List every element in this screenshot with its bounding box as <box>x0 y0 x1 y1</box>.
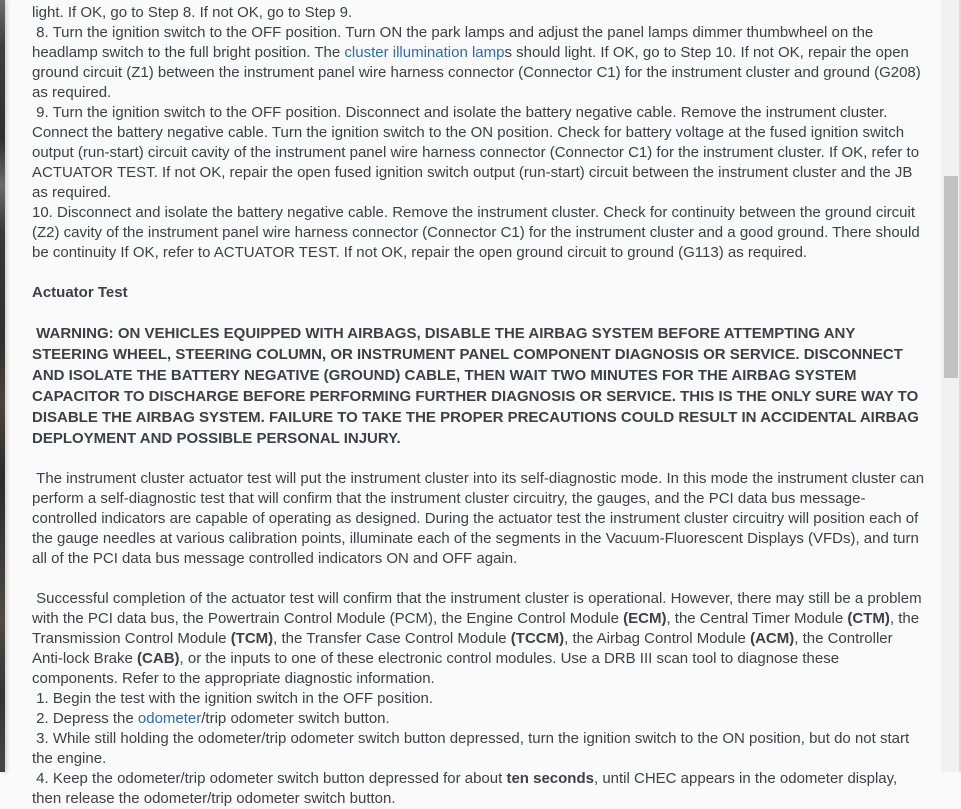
text-run: , the Controller Anti-lock Brake <box>32 630 896 667</box>
bold-text: (CTM) <box>847 610 890 627</box>
list-item <box>32 709 925 729</box>
text-run: 10. Disconnect and isolate the battery negative cable. Remove the instrument cluster. Check for continuity between the ground circuit (Z2) cavity of the instrument panel wire harness connector (Connector C1) for the instrument cluster and a good ground. There should be continuity If OK, refer to ACTUATOR TEST. If not OK, repair the open ground circuit to ground (G113) as required. <box>32 204 924 261</box>
section-heading <box>32 283 925 303</box>
bold-text: ten seconds <box>506 770 594 787</box>
paragraph <box>32 203 925 263</box>
paragraph <box>32 23 925 103</box>
text-run: light. If OK, go to Step 8. If not OK, go to Step 9. <box>32 4 353 21</box>
text-run: 4. Keep the odometer/trip odometer switch button depressed for about <box>32 770 507 787</box>
paragraph <box>32 103 925 203</box>
list-item <box>32 729 925 769</box>
paragraph <box>32 3 925 23</box>
text-run: 8. Turn the ignition switch to the OFF position. Turn ON the park lamps and adjust the panel lamps dimmer thumbwheel on the headlamp switch to the full bright position. The <box>32 24 878 61</box>
vertical-scrollbar[interactable] <box>941 0 961 772</box>
bold-text: (TCM) <box>230 630 274 647</box>
text-run: 2. Depress the <box>32 710 138 727</box>
bold-text: (TCCM) <box>510 630 565 647</box>
text-run: The instrument cluster actuator test will put the instrument cluster into its self-diagnostic mode. In this mode the instrument cluster can perform a self-diagnostic test that will confirm that the instrument cluster circuitry, the gauges, and the PCI data bus message-controlled indicators are capable of operating as designed. During the actuator test the instrument cluster circuitry will position each of the gauge needles at various calibration points, illuminate each of the segments in the Vacuum-Fluorescent Displays (VFDs), and turn all of the PCI data bus message controlled indicators ON and OFF again. <box>32 470 929 567</box>
bold-text: (ECM) <box>623 610 667 627</box>
text-run: 1. Begin the test with the ignition switch in the OFF position. <box>32 690 434 707</box>
paragraph <box>32 589 925 689</box>
cluster-illumination-lamps-link[interactable]: cluster illumination lamp <box>344 44 505 61</box>
text-run: , the Airbag Control Module <box>564 630 751 647</box>
text-run: 3. While still holding the odometer/trip odometer switch button depressed, turn the ignition switch to the ON position, but do not start the engine. <box>32 730 914 767</box>
text-run: s should light. If OK, go to Step 10. If not OK, repair the open ground circuit (Z1) between the instrument panel wire harness connector (Connector C1) for the instrument cluster and ground (G208) as required. <box>32 44 925 101</box>
text-run: 9. Turn the ignition switch to the OFF position. Disconnect and isolate the battery negative cable. Remove the instrument cluster. Connect the battery negative cable. Turn the ignition switch to the ON position. Check for battery voltage at the fused ignition switch output (run-start) circuit cavity of the instrument panel wire harness connector (Connector C1) for the instrument cluster. If OK, refer to ACTUATOR TEST. If not OK, repair the open fused ignition switch output (run-start) circuit between the instrument cluster and the JB as required. <box>32 104 923 201</box>
text-run: , the Central Timer Module <box>666 610 848 627</box>
warning-paragraph <box>32 323 925 449</box>
text-run: WARNING: ON VEHICLES EQUIPPED WITH AIRBAGS, DISABLE THE AIRBAG SYSTEM BEFORE ATTEMPTING ANY STEERING WHEEL, STEERING COLUMN, OR INSTRUMENT PANEL COMPONENT DIAGNOSIS OR SERVICE. DISCONNECT AND ISOLATE THE BATTERY NEGATIVE (GROUND) CABLE, THEN WAIT TWO MINUTES FOR THE AIRBAG SYSTEM CAPACITOR TO DISCHARGE BEFORE PERFORMING FURTHER DIAGNOSIS OR SERVICE. THIS IS THE ONLY SURE WAY TO DISABLE THE AIRBAG SYSTEM. FAILURE TO TAKE THE PROPER PRECAUTIONS COULD RESULT IN ACCIDENTAL AIRBAG DEPLOYMENT AND POSSIBLE PERSONAL INJURY. <box>32 325 924 447</box>
left-panel-edge <box>0 0 5 772</box>
bold-text: (ACM) <box>750 630 795 647</box>
list-item <box>32 689 925 709</box>
text-run: , the Transfer Case Control Module <box>273 630 511 647</box>
text-run: , until CHEC appears in the odometer display, then release the odometer/trip odometer switch button. <box>32 770 902 807</box>
text-run: Actuator Test <box>32 284 128 301</box>
text-run: , or the inputs to one of these electronic control modules. Use a DRB III scan tool to diagnose these components. Refer to the appropriate diagnostic information. <box>32 650 844 687</box>
text-run: , the Transmission Control Module <box>32 610 923 647</box>
paragraph <box>32 469 929 569</box>
document-content <box>5 0 941 807</box>
text-run: /trip odometer switch button. <box>201 710 390 727</box>
scrollbar-thumb[interactable] <box>944 176 958 378</box>
odometer-link[interactable]: odometer <box>137 710 202 727</box>
bold-text: (CAB) <box>137 650 180 667</box>
text-run: Successful completion of the actuator test will confirm that the instrument cluster is operational. However, there may still be a problem with the PCI data bus, the Powertrain Control Module (PCM), the Engine Control Module <box>32 590 926 627</box>
list-item <box>32 769 925 809</box>
